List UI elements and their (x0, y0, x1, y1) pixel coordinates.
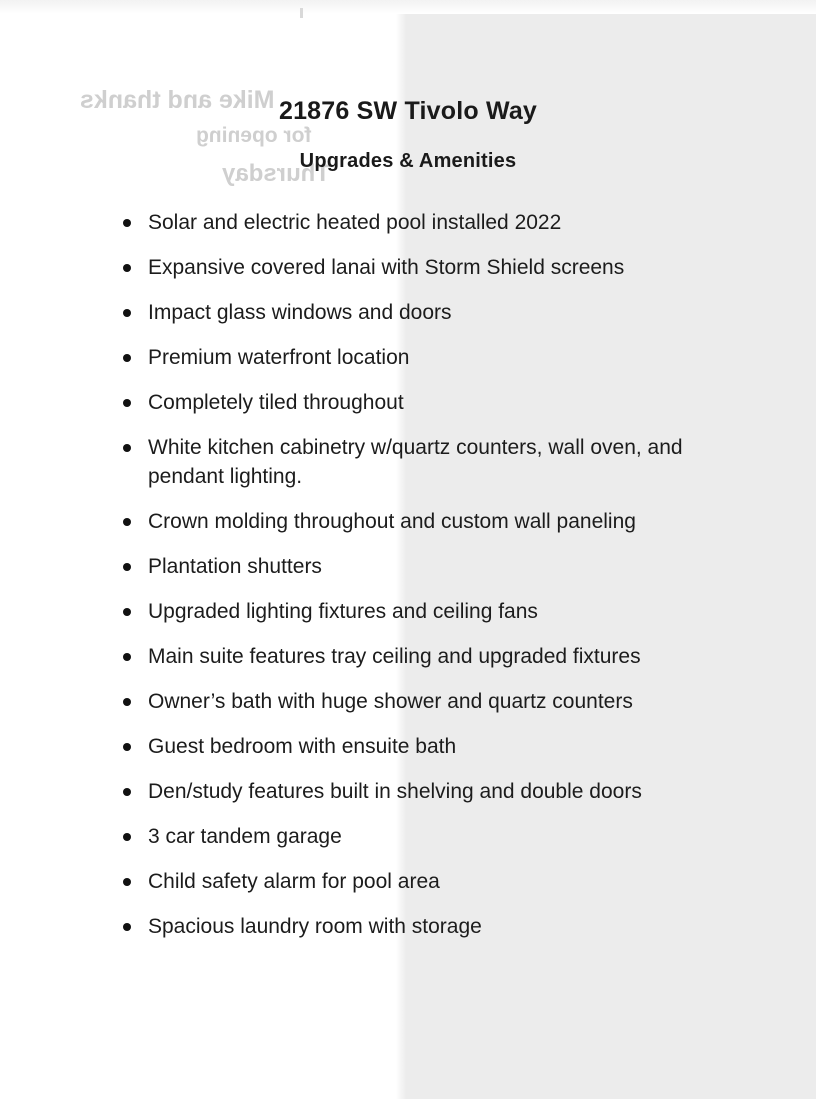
list-item (118, 343, 758, 372)
list-item (118, 552, 758, 581)
bullet-dot-icon (123, 743, 131, 751)
bullet-dot-icon (123, 608, 131, 616)
list-item-label: Child safety alarm for pool area (148, 870, 440, 893)
list-item-label: Completely tiled throughout (148, 391, 404, 414)
list-item (118, 253, 758, 282)
list-item-label: Premium waterfront location (148, 346, 410, 369)
bullet-dot-icon (123, 264, 131, 272)
list-item (118, 597, 758, 626)
list-item (118, 642, 758, 671)
page-title: 21876 SW Tivolo Way (278, 97, 538, 125)
bullet-dot-icon (123, 309, 131, 317)
bullet-dot-icon (123, 698, 131, 706)
list-item (118, 208, 758, 237)
bullet-dot-icon (123, 399, 131, 407)
list-item-label: Spacious laundry room with storage (148, 915, 482, 938)
list-item (118, 388, 758, 417)
list-item-label: Expansive covered lanai with Storm Shield screens (148, 256, 625, 279)
list-item (118, 507, 758, 536)
list-item (118, 822, 758, 851)
bleed-through-line-3: Thursday (222, 160, 331, 187)
bleed-through-line-2: for opening (196, 124, 312, 147)
page-subtitle: Upgrades & Amenities (299, 150, 517, 172)
bullet-dot-icon (123, 444, 131, 452)
bullet-dot-icon (123, 354, 131, 362)
list-item-label: Impact glass windows and doors (148, 301, 452, 324)
list-item (118, 298, 758, 327)
list-item-label: Crown molding throughout and custom wall paneling (148, 510, 636, 533)
list-item-label: Upgraded lighting fixtures and ceiling fans (148, 600, 538, 623)
list-item (118, 777, 758, 806)
bullet-dot-icon (123, 219, 131, 227)
list-item-label: White kitchen cabinetry w/quartz counters, wall oven, and pendant lighting. (148, 436, 683, 488)
bullet-dot-icon (123, 518, 131, 526)
list-item-label: Owner’s bath with huge shower and quartz counters (148, 690, 633, 713)
bullet-dot-icon (123, 788, 131, 796)
bullet-dot-icon (123, 923, 131, 931)
amenities-list (118, 208, 758, 957)
list-item-label: Den/study features built in shelving and double doors (148, 780, 642, 803)
list-item-label: Guest bedroom with ensuite bath (148, 735, 457, 758)
bullet-dot-icon (123, 563, 131, 571)
list-item (118, 732, 758, 761)
list-item (118, 867, 758, 896)
bullet-dot-icon (123, 833, 131, 841)
list-item (118, 687, 758, 716)
bullet-dot-icon (123, 878, 131, 886)
list-item (118, 912, 758, 941)
list-item-label: Plantation shutters (148, 555, 322, 578)
list-item-label: 3 car tandem garage (148, 825, 342, 848)
list-item-label: Solar and electric heated pool installed 2022 (148, 211, 562, 234)
list-item-label: Main suite features tray ceiling and upgraded fixtures (148, 645, 641, 668)
bleed-through-line-1: Mike and thanks (80, 86, 275, 114)
list-item (118, 433, 758, 491)
bullet-dot-icon (123, 653, 131, 661)
